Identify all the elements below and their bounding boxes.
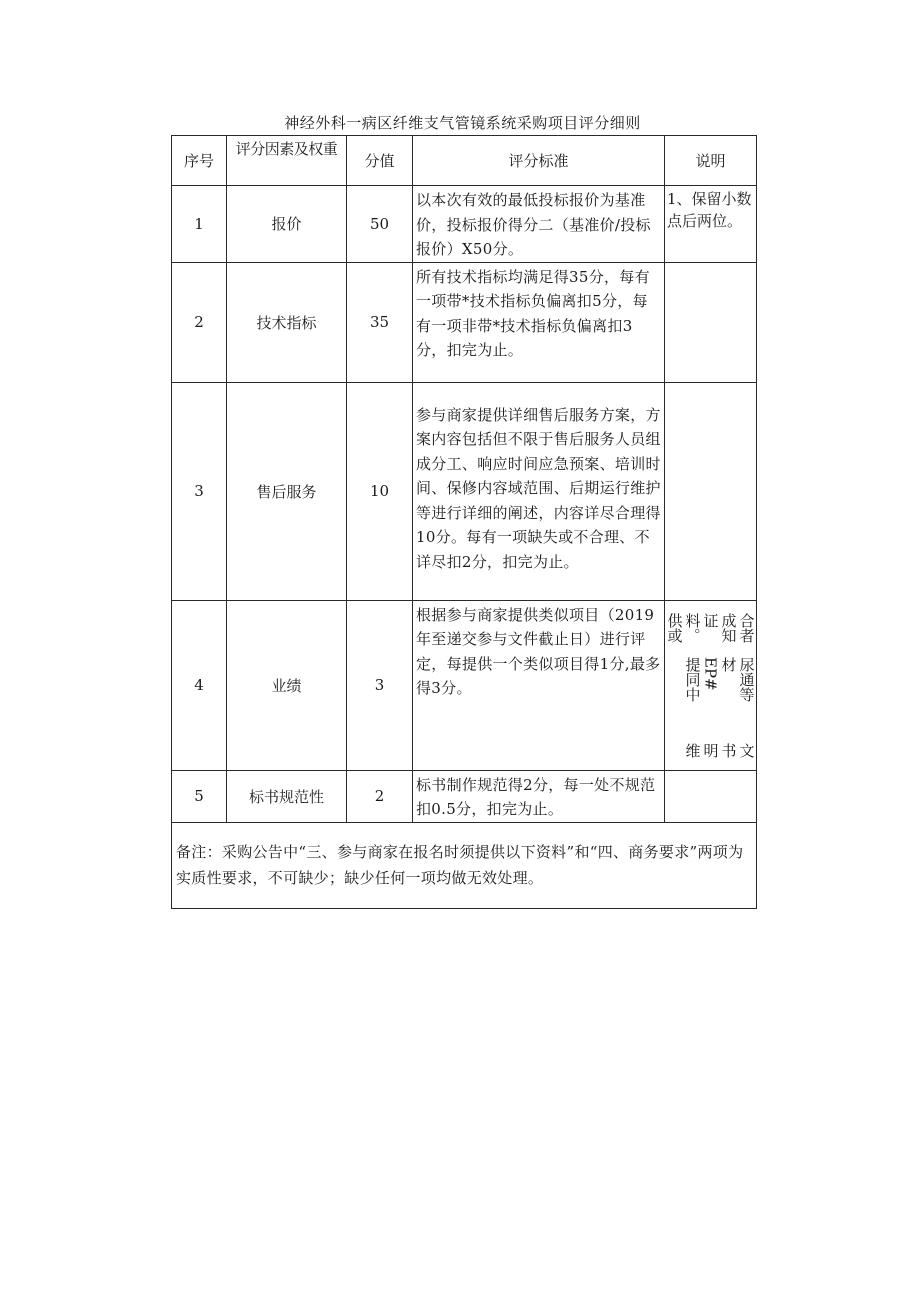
row-note (665, 262, 757, 382)
header-seq: 序号 (172, 136, 227, 186)
row-score: 3 (347, 600, 413, 770)
table-row (172, 770, 757, 822)
row-score: 2 (347, 770, 413, 822)
row-seq: 1 (172, 186, 227, 263)
row-factor: 业绩 (227, 600, 347, 770)
row-criteria: 参与商家提供详细售后服务方案，方案内容包括但不限于售后服务人员组成分工、响应时间应急预案、培训时间、保修内容域范围、后期运行维护等进行详细的阐述，内容详尽合理得10分。每有一项缺失或不合理、不详尽扣2分，扣完为止。 (413, 382, 665, 600)
document-title: 神经外科一病区纤维支气管镜系统采购项目评分细则 (284, 114, 641, 132)
row-seq: 5 (172, 770, 227, 822)
row-note (665, 600, 757, 770)
row-seq: 2 (172, 262, 227, 382)
remark-text: 备注：采购公告中“三、参与商家在报名时须提供以下资料”和“四、商务要求”两项为实质性要求，不可缺少；缺少任何一项均做无效处理。 (172, 822, 757, 908)
row-factor: 标书规范性 (227, 770, 347, 822)
header-row (172, 136, 757, 186)
table-row (172, 186, 757, 263)
vertical-note-text (666, 607, 756, 763)
header-score: 分值 (347, 136, 413, 186)
row-criteria: 所有技术指标均满足得35分，每有一项带*技术指标负偏离扣5分，每有一项非带*技术指标负偏离扣3分，扣完为止。 (413, 262, 665, 382)
row-factor: 售后服务 (227, 382, 347, 600)
note-column: 合者成知证料。供或 (665, 612, 756, 643)
row-note (665, 382, 757, 600)
row-note (665, 770, 757, 822)
table-row (172, 600, 757, 770)
row-note: 1、保留小数点后两位。 (665, 186, 757, 263)
row-score: 10 (347, 382, 413, 600)
row-factor: 技术指标 (227, 262, 347, 382)
remark-row (172, 822, 757, 908)
row-criteria: 标书制作规范得2分，每一处不规范扣0.5分，扣完为止。 (413, 770, 665, 822)
row-factor: 报价 (227, 186, 347, 263)
row-seq: 4 (172, 600, 227, 770)
header-criteria: 评分标准 (413, 136, 665, 186)
header-factor: 评分因素及权重 (227, 136, 347, 186)
table-row (172, 382, 757, 600)
row-criteria: 以本次有效的最低投标报价为基准价，投标报价得分二（基准价/投标报价）X50分。 (413, 186, 665, 263)
row-score: 35 (347, 262, 413, 382)
header-note: 说明 (665, 136, 757, 186)
note-column: 尿通等材EP#提同中 (683, 657, 756, 703)
scoring-table (171, 135, 757, 909)
note-column: 文书明维 (683, 742, 756, 758)
table-row (172, 262, 757, 382)
row-criteria: 根据参与商家提供类似项目（2019年至递交参与文件截止日）进行评定，每提供一个类似项目得1分,最多得3分。 (413, 600, 665, 770)
row-seq: 3 (172, 382, 227, 600)
row-score: 50 (347, 186, 413, 263)
